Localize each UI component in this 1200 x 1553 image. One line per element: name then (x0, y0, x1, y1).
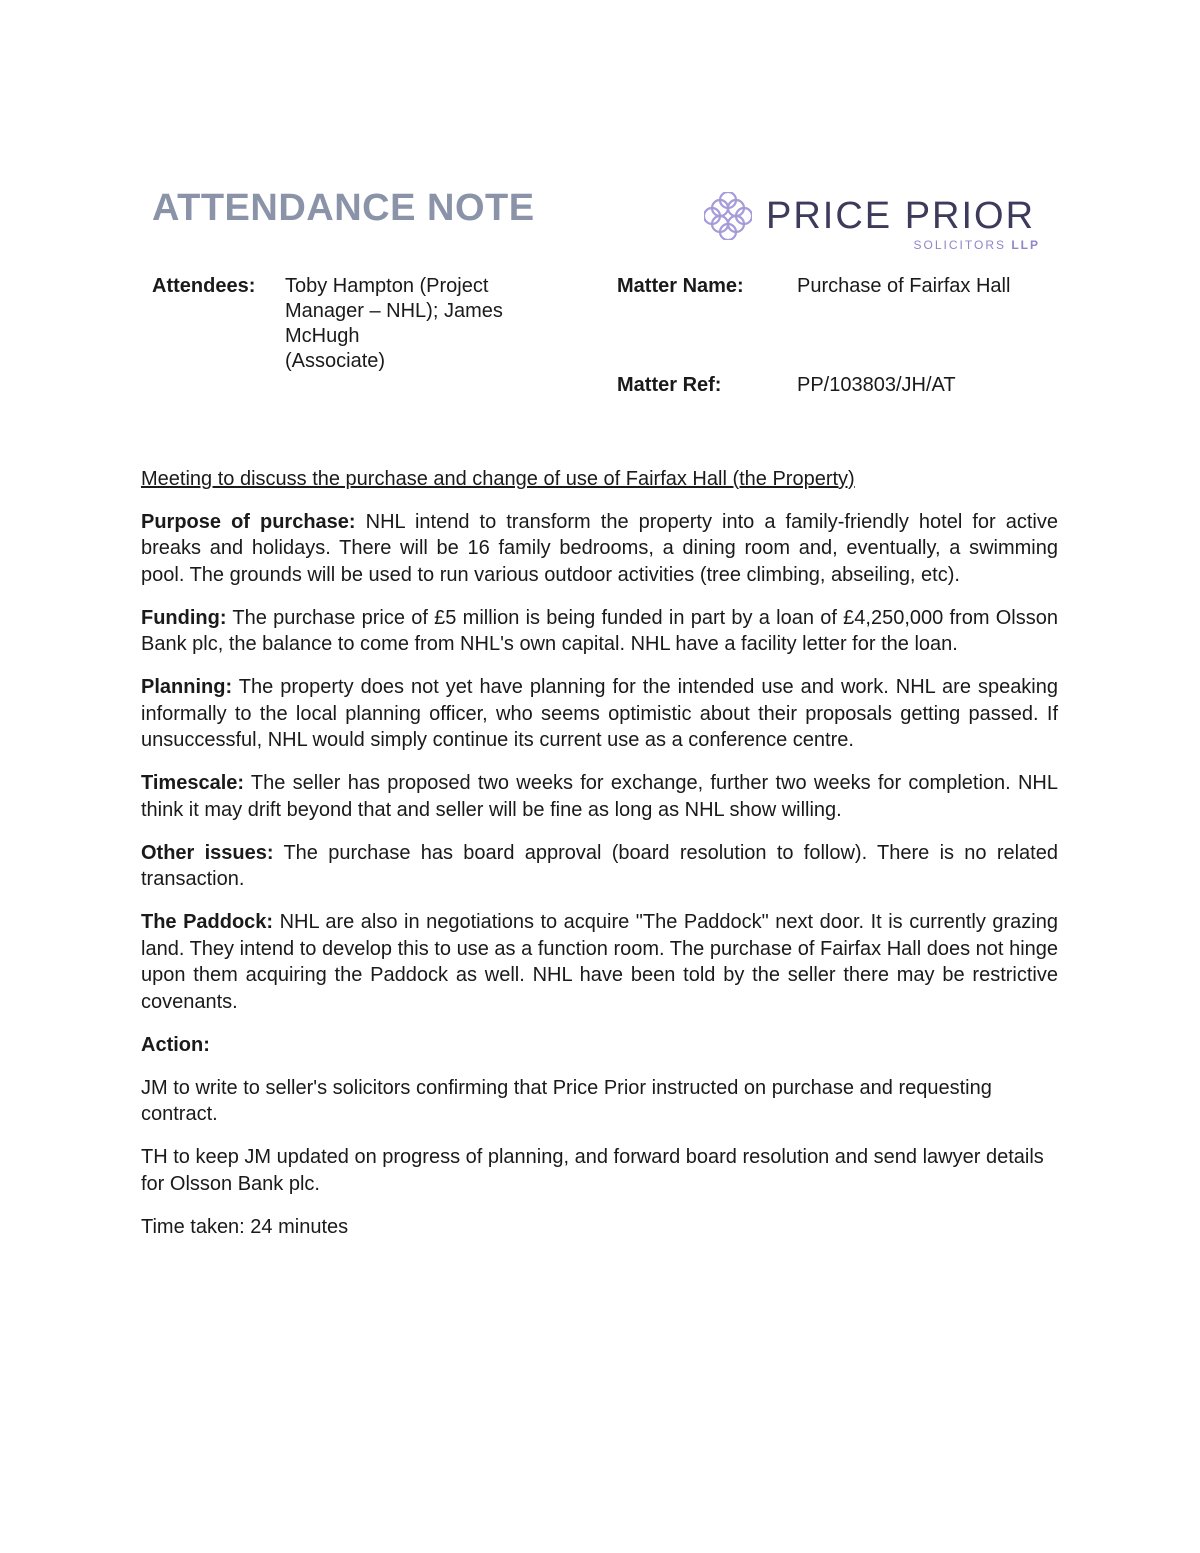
logo-subtitle-light: SOLICITORS (913, 238, 1012, 252)
action-item: JM to write to seller's solicitors confirming that Price Prior instructed on purchase and requesting contract. (141, 1076, 992, 1125)
planning-paragraph (141, 674, 1058, 754)
matter-name-label: Matter Name: (617, 275, 744, 297)
logo-subtitle-bold: LLP (1011, 238, 1040, 252)
time-taken: Time taken: 24 minutes (141, 1215, 349, 1238)
funding-paragraph (141, 605, 1058, 658)
purpose-text: NHL intend to transform the property into a family-friendly hotel for active breaks and holidays. There will be 16 family bedrooms, a dining room and, eventually, a swimming pool. The grounds will be used to run various outdoor activities (tree climbing, abseiling, etc). (141, 510, 1058, 586)
price-prior-logo (704, 192, 1044, 258)
logo-mark-icon (704, 192, 752, 240)
attendees-line: (Associate) (285, 350, 386, 372)
other-issues-label: Other issues: (141, 841, 274, 864)
logo-name: PRICE PRIOR (766, 195, 1036, 237)
attendees-line: Manager – NHL); James (285, 300, 503, 322)
document-title: ATTENDANCE NOTE (152, 187, 535, 229)
timescale-label: Timescale: (141, 772, 245, 794)
attendees-line: McHugh (285, 325, 360, 347)
paddock-text: NHL are also in negotiations to acquire "The Paddock" next door. It is currently grazing land. They intend to develop this to use as a function room. The purchase of Fairfax Hall does not hinge upon them acquiring the Paddock as well. NHL have been told by the seller there may be restrictive covenants. (141, 911, 1058, 1013)
logo-subtitle (914, 238, 1040, 252)
attendees-block (152, 274, 552, 384)
matter-ref-value: PP/103803/JH/AT (797, 374, 956, 396)
matter-name-block (617, 274, 1057, 304)
action-label: Action: (141, 1033, 210, 1056)
paddock-paragraph (141, 909, 1058, 1015)
purpose-label: Purpose of purchase: (141, 510, 356, 533)
planning-label: Planning: (141, 676, 233, 698)
paddock-label: The Paddock: (141, 911, 274, 933)
matter-ref-label: Matter Ref: (617, 374, 722, 396)
matter-name-value: Purchase of Fairfax Hall (797, 275, 1011, 297)
matter-ref-block (617, 373, 1057, 403)
timescale-text: The seller has proposed two weeks for exchange, further two weeks for completion. NHL think it may drift beyond that and seller will be fine as long as NHL show willing. (141, 772, 1058, 821)
planning-text: The property does not yet have planning for the intended use and work. NHL are speaking informally to the local planning officer, who seems optimistic about their proposals getting passed. If unsuccessful, NHL would simply continue its current use as a conference centre. (141, 676, 1058, 751)
other-issues-text: The purchase has board approval (board resolution to follow). There is no related transaction. (141, 841, 1058, 890)
meeting-heading: Meeting to discuss the purchase and change of use of Fairfax Hall (the Property) (141, 468, 855, 490)
attendees-line: Toby Hampton (Project (285, 275, 489, 297)
attendees-label: Attendees: (152, 275, 256, 297)
other-issues-paragraph (141, 840, 1058, 893)
attendees-value (285, 274, 545, 374)
action-heading (141, 1032, 1058, 1059)
purpose-paragraph (141, 509, 1058, 589)
timescale-paragraph (141, 770, 1058, 823)
action-item: TH to keep JM updated on progress of planning, and forward board resolution and send lawyer details for Olsson Bank plc. (141, 1146, 1044, 1195)
funding-text: The purchase price of £5 million is being funded in part by a loan of £4,250,000 from Olsson Bank plc, the balance to come from NHL's own capital. NHL have a facility letter for the loan. (141, 606, 1058, 655)
funding-label: Funding: (141, 606, 227, 629)
note-body (141, 466, 1058, 1257)
